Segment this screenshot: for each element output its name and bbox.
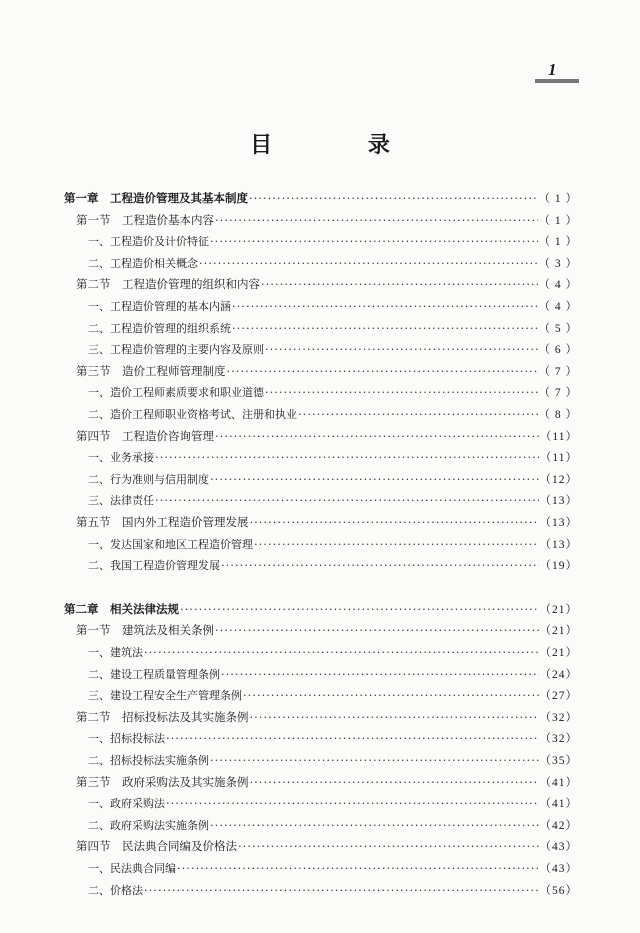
toc-subsection bbox=[0, 447, 640, 467]
toc-entry-page: （ 7 ） bbox=[538, 387, 578, 399]
toc-leader-dots bbox=[238, 839, 539, 853]
toc-subsection bbox=[0, 339, 640, 359]
toc-entry-label: 第五节 国内外工程造价管理发展 bbox=[76, 515, 249, 529]
toc-section bbox=[0, 426, 640, 446]
toc-leader-dots bbox=[144, 883, 539, 897]
toc-entry-label: 二、我国工程造价管理发展 bbox=[88, 559, 220, 572]
toc-entry-label: 三、法律责任 bbox=[88, 494, 154, 507]
toc-entry-label: 二、价格法 bbox=[88, 884, 143, 897]
toc-entry-label: 第四节 工程造价咨询管理 bbox=[76, 429, 214, 443]
toc-entry-label: 二、政府采购法实施条例 bbox=[88, 819, 209, 832]
toc-leader-dots bbox=[144, 645, 539, 659]
toc-entry-label: 三、工程造价管理的主要内容及原则 bbox=[88, 343, 264, 356]
toc-subsection bbox=[0, 793, 640, 813]
toc-entry-page: （21） bbox=[539, 625, 578, 637]
toc-entry-label: 一、造价工程师素质要求和职业道德 bbox=[88, 386, 264, 399]
toc-leader-dots bbox=[155, 493, 539, 507]
toc-subsection bbox=[0, 664, 640, 684]
toc-entry-page: （41） bbox=[539, 798, 578, 810]
toc-entry-label: 三、建设工程安全生产管理条例 bbox=[88, 689, 242, 702]
toc-entry-page: （43） bbox=[539, 863, 578, 875]
toc-leader-dots bbox=[215, 429, 539, 443]
toc-entry-page: （ 4 ） bbox=[538, 301, 578, 313]
toc-entry-page: （ 6 ） bbox=[538, 344, 578, 356]
toc-subsection bbox=[0, 469, 640, 489]
toc-entry-page: （42） bbox=[539, 820, 578, 832]
toc-leader-dots bbox=[298, 407, 538, 421]
toc-section bbox=[0, 361, 640, 381]
toc-entry-page: （13） bbox=[539, 539, 578, 551]
toc-subsection bbox=[0, 253, 640, 273]
toc-subsection bbox=[0, 490, 640, 510]
toc-leader-dots bbox=[199, 256, 538, 270]
toc-leader-dots bbox=[232, 321, 538, 335]
toc-leader-dots bbox=[227, 364, 538, 378]
toc-entry-page: （32） bbox=[539, 733, 578, 745]
toc-entry-page: （21） bbox=[539, 647, 578, 659]
toc-subsection bbox=[0, 750, 640, 770]
toc-entry-page: （ 4 ） bbox=[538, 279, 578, 291]
toc-entry-label: 一、建筑法 bbox=[88, 646, 143, 659]
toc-leader-dots bbox=[166, 731, 539, 745]
toc-section bbox=[0, 512, 640, 532]
page-number: 1 bbox=[548, 60, 557, 79]
toc-entry-page: （12） bbox=[539, 474, 578, 486]
toc-subsection bbox=[0, 382, 640, 402]
toc-entry-label: 第三节 政府采购法及其实施条例 bbox=[76, 775, 249, 789]
toc-leader-dots bbox=[250, 775, 539, 789]
toc-subsection bbox=[0, 858, 640, 878]
toc-leader-dots bbox=[250, 515, 539, 529]
toc-leader-dots bbox=[261, 277, 538, 291]
toc-entry-label: 第一节 建筑法及相关条例 bbox=[76, 623, 214, 637]
toc-entry-label: 二、工程造价相关概念 bbox=[88, 257, 198, 270]
toc-entry-page: （ 1 ） bbox=[538, 193, 578, 205]
toc-section bbox=[0, 836, 640, 856]
toc-entry-label: 第四节 民法典合同编及价格法 bbox=[76, 839, 237, 853]
toc-leader-dots bbox=[210, 472, 539, 486]
toc-entry-page: （32） bbox=[539, 712, 578, 724]
page-title: 目 录 bbox=[250, 133, 434, 158]
toc-entry-label: 二、造价工程师职业资格考试、注册和执业 bbox=[88, 408, 297, 421]
toc-leader-dots bbox=[155, 450, 539, 464]
toc-entry-label: 一、发达国家和地区工程造价管理 bbox=[88, 538, 253, 551]
toc-chapter bbox=[0, 599, 640, 619]
toc-entry-page: （11） bbox=[539, 452, 578, 464]
toc-entry-label: 二、建设工程质量管理条例 bbox=[88, 668, 220, 681]
toc-leader-dots bbox=[232, 299, 538, 313]
toc-subsection bbox=[0, 815, 640, 835]
toc-leader-dots bbox=[177, 861, 539, 875]
toc-subsection bbox=[0, 728, 640, 748]
toc-entry-page: （ 5 ） bbox=[538, 323, 578, 335]
toc-subsection bbox=[0, 318, 640, 338]
toc-leader-dots bbox=[265, 385, 538, 399]
toc-entry-label: 一、民法典合同编 bbox=[88, 862, 176, 875]
toc-entry-label: 第一节 工程造价基本内容 bbox=[76, 213, 214, 227]
toc-entry-page: （13） bbox=[539, 517, 578, 529]
toc-entry-label: 二、工程造价管理的组织系统 bbox=[88, 322, 231, 335]
toc-entry-label: 第三节 造价工程师管理制度 bbox=[76, 364, 226, 378]
toc-entry-page: （24） bbox=[539, 669, 578, 681]
toc-leader-dots bbox=[265, 342, 538, 356]
toc-leader-dots bbox=[249, 191, 538, 205]
toc-leader-dots bbox=[254, 537, 539, 551]
toc-subsection bbox=[0, 880, 640, 900]
toc-entry-page: （ 7 ） bbox=[538, 366, 578, 378]
toc-leader-dots bbox=[180, 602, 539, 616]
toc-subsection bbox=[0, 296, 640, 316]
page-number-rule bbox=[535, 79, 579, 83]
toc-entry-label: 第二章 相关法律法规 bbox=[64, 602, 179, 616]
toc-leader-dots bbox=[250, 710, 539, 724]
toc-entry-page: （ 1 ） bbox=[538, 215, 578, 227]
toc-entry-page: （43） bbox=[539, 841, 578, 853]
toc-section bbox=[0, 620, 640, 640]
toc-leader-dots bbox=[210, 234, 538, 248]
toc-entry-page: （ 8 ） bbox=[538, 409, 578, 421]
toc-leader-dots bbox=[215, 213, 538, 227]
toc-entry-label: 二、行为准则与信用制度 bbox=[88, 473, 209, 486]
toc-entry-label: 一、工程造价及计价特征 bbox=[88, 235, 209, 248]
toc-entry-page: （35） bbox=[539, 755, 578, 767]
toc-entry-page: （27） bbox=[539, 690, 578, 702]
toc-section bbox=[0, 707, 640, 727]
toc-entry-label: 二、招标投标法实施条例 bbox=[88, 754, 209, 767]
toc-leader-dots bbox=[215, 623, 539, 637]
toc-leader-dots bbox=[243, 688, 539, 702]
toc-entry-label: 一、业务承接 bbox=[88, 451, 154, 464]
toc-subsection bbox=[0, 642, 640, 662]
toc-entry-label: 一、招标投标法 bbox=[88, 732, 165, 745]
toc-leader-dots bbox=[221, 667, 539, 681]
toc-entry-page: （41） bbox=[539, 777, 578, 789]
toc-entry-page: （19） bbox=[539, 560, 578, 572]
toc-entry-label: 一、工程造价管理的基本内涵 bbox=[88, 300, 231, 313]
toc-entry-label: 第二节 招标投标法及其实施条例 bbox=[76, 710, 249, 724]
toc-leader-dots bbox=[166, 796, 539, 810]
toc-entry-page: （56） bbox=[539, 885, 578, 897]
toc-leader-dots bbox=[210, 753, 539, 767]
toc-section bbox=[0, 772, 640, 792]
toc-section bbox=[0, 210, 640, 230]
toc-subsection bbox=[0, 685, 640, 705]
toc-entry-page: （13） bbox=[539, 495, 578, 507]
toc-entry-label: 第一章 工程造价管理及其基本制度 bbox=[64, 191, 248, 205]
toc-leader-dots bbox=[210, 818, 539, 832]
toc-subsection bbox=[0, 534, 640, 554]
toc-entry-label: 一、政府采购法 bbox=[88, 797, 165, 810]
toc-entry-page: （11） bbox=[539, 431, 578, 443]
toc-entry-page: （21） bbox=[539, 604, 578, 616]
toc-chapter bbox=[0, 188, 640, 208]
toc-entry-label: 第二节 工程造价管理的组织和内容 bbox=[76, 277, 260, 291]
toc-entry-page: （ 3 ） bbox=[538, 258, 578, 270]
toc-entry-page: （ 1 ） bbox=[538, 236, 578, 248]
toc-section bbox=[0, 274, 640, 294]
toc-subsection bbox=[0, 555, 640, 575]
toc-leader-dots bbox=[221, 558, 539, 572]
toc-subsection bbox=[0, 404, 640, 424]
toc-subsection bbox=[0, 231, 640, 251]
